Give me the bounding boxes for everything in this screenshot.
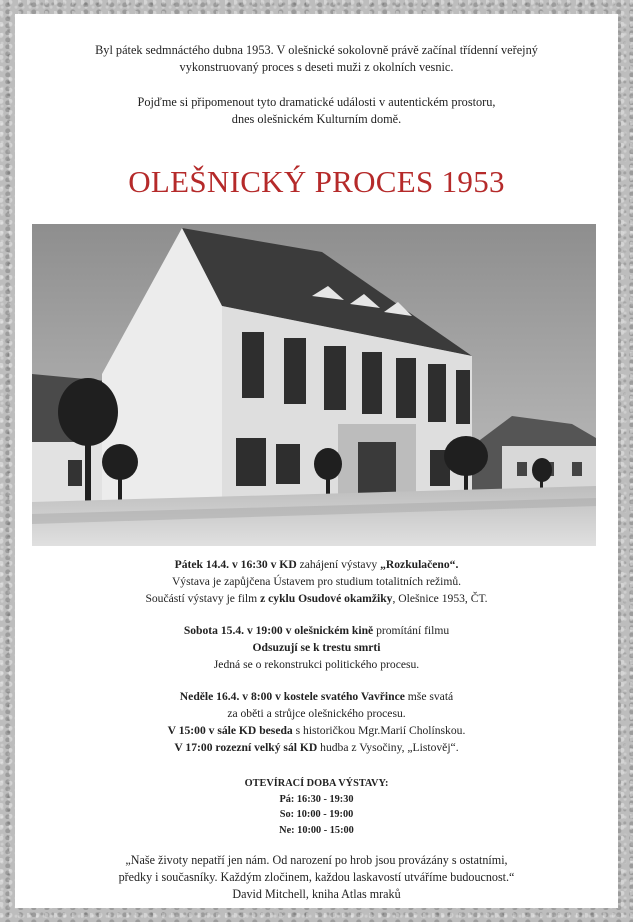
event-friday-film-end: , Olešnice 1953, ČT. (392, 592, 488, 605)
opening-hours (15, 776, 618, 838)
intro-line-1: Byl pátek sedmnáctého dubna 1953. V olešnické sokolovně právě začínal třídenní veřejný (95, 43, 538, 57)
event-saturday-film (15, 639, 618, 656)
opening-hours-row: Ne: 10:00 - 15:00 (279, 824, 354, 836)
intro-paragraph-2 (15, 94, 618, 128)
poster-title: OLEŠNICKÝ PROCES 1953 (128, 164, 505, 199)
event-saturday-date: Sobota 15.4. v 19:00 v olešnickém kině (183, 624, 374, 637)
event-saturday-action: promítání filmu (373, 624, 450, 637)
event-sunday-discussion: V 15:00 v sále KD beseda (167, 724, 293, 737)
event-sunday-line-3 (15, 722, 618, 739)
event-sunday-guest: s historičkou Mgr.Marií Cholínskou. (292, 724, 466, 737)
event-friday-line-1 (15, 556, 618, 573)
events-program (15, 556, 618, 756)
poster-sheet (15, 14, 618, 908)
quote-author: David Mitchell, kniha Atlas mraků (232, 887, 401, 901)
event-sunday-band: hudba z Vysočiny, „Listověj“. (317, 741, 459, 754)
intro-text (15, 42, 618, 128)
opening-hours-row: So: 10:00 - 19:00 (279, 809, 354, 820)
event-sunday-line-2: za oběti a strůjce olešnického procesu. (227, 707, 406, 720)
event-friday-line-3 (15, 590, 618, 607)
opening-hours-row: Pá: 16:30 - 19:30 (279, 793, 354, 805)
quote-line-2: předky i současníky. Každým zločinem, každou laskavostí utváříme budoucnost.“ (118, 870, 515, 884)
event-friday-film-series: z cyklu Osudové okamžiky (260, 592, 393, 605)
event-sunday-action: mše svatá (404, 690, 454, 703)
event-sunday-line-4 (15, 739, 618, 756)
closing-quote (15, 852, 618, 903)
intro-paragraph-1 (15, 42, 618, 76)
cultural-house-photo (32, 224, 596, 546)
event-friday-exhibition-name: „Rozkulačeno“. (380, 558, 459, 571)
event-sunday-line-1 (15, 688, 618, 705)
event-sunday-concert: V 17:00 rozezní velký sál KD (174, 741, 318, 754)
intro-line-2: vykonstruovaný proces s deseti muži z okolních vesnic. (179, 60, 454, 74)
event-saturday-line-3: Jedná se o rekonstrukci politického procesu. (213, 658, 420, 671)
event-friday-action: zahájení výstavy (296, 558, 381, 571)
event-friday-film-intro: Součástí výstavy je film (145, 592, 261, 605)
event-friday-line-2: Výstava je zapůjčena Ústavem pro studium totalitních režimů. (171, 575, 462, 588)
event-sunday-date: Neděle 16.4. v 8:00 v kostele svatého Vavřince (179, 690, 405, 703)
quote-line-1: „Naše životy nepatří jen nám. Od narození po hrob jsou provázány s ostatními, (125, 853, 508, 867)
intro-line-4: dnes olešnickém Kulturním domě. (231, 112, 402, 126)
spacer (15, 673, 618, 688)
building-photo-illustration (32, 224, 596, 546)
event-saturday-film-title: Odsuzují se k trestu smrti (252, 641, 381, 654)
event-saturday-line-1 (15, 622, 618, 639)
opening-hours-heading: OTEVÍRACÍ DOBA VÝSTAVY: (244, 778, 389, 789)
intro-line-3: Pojďme si připomenout tyto dramatické události v autentickém prostoru, (137, 95, 496, 109)
event-friday-date: Pátek 14.4. v 16:30 v KD (174, 558, 297, 571)
spacer (15, 607, 618, 622)
